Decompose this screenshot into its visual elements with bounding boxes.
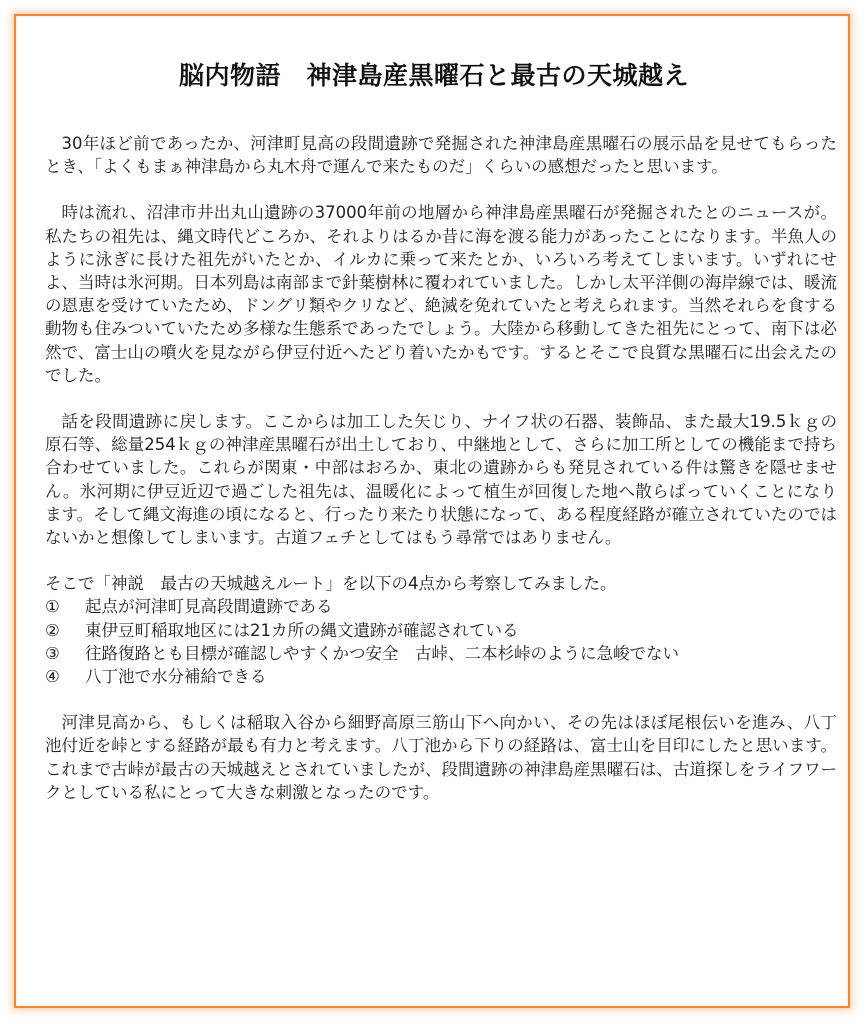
list-item — [45, 595, 837, 618]
list-text: 起点が河津町見高段間遺跡である — [85, 597, 333, 617]
article-body — [45, 132, 837, 827]
list-number: ④ — [45, 667, 60, 687]
page-title: 脳内物語 神津島産黒曜石と最古の天城越え — [178, 61, 689, 90]
list-item — [45, 619, 837, 642]
list-text: 八丁池で水分補給できる — [85, 667, 267, 687]
paragraph-conclusion: 河津見高から、もしくは稲取入谷から細野高原三筋山下へ向かい、その先はほぼ尾根伝いを進み、八丁池付近を峠とする経路が最も有力と考えます。八丁池から下りの経路は、富士山を目印にしたと思います。これまで古峠が最古の天城越えとされていましたが、段間遺跡の神津島産黒曜石は、古道探しをライフワークとしている私にとって大きな刺激となったのです。 — [45, 713, 837, 802]
list-text: 東伊豆町稲取地区には21カ所の縄文遺跡が確認されている — [85, 620, 519, 640]
paragraph-danma-site: 話を段間遺跡に戻します。ここからは加工した矢じり、ナイフ状の石器、装飾品、また最大19.5ｋｇの原石等、総量254ｋｇの神津産黒曜石が出土しており、中継地として、さらに加工所としての機能まで持ち合わせていました。これらが関東・中部はおろか、東北の遺跡からも発見されている件は驚きを隠せません。氷河期に伊豆近辺で過ごした祖先は、温暖化によって植生が回復した地へ散らばっていくことになります。そして縄文海進の頃になると、行ったり来たり状態になって、ある程度経路が確立されていたのではないかと想像してしまいます。古道フェチとしてはもう尋常ではありません。 — [45, 412, 837, 548]
list-number: ③ — [45, 643, 60, 663]
list-item — [45, 642, 837, 665]
list-item — [45, 665, 837, 688]
hypothesis-list — [45, 595, 837, 688]
list-intro: そこで「神説 最古の天城越えルート」を以下の4点から考察してみました。 — [45, 574, 617, 594]
list-number: ① — [45, 597, 60, 617]
list-number: ② — [45, 620, 60, 640]
list-text: 往路復路とも目標が確認しやすくかつ安全 古峠、二本杉峠のように急峻でない — [85, 643, 679, 663]
paragraph-ice-age: 時は流れ、沼津市井出丸山遺跡の37000年前の地層から神津島産黒曜石が発掘されたとのニュースが。私たちの祖先は、縄文時代どころか、それよりはるか昔に海を渡る能力があったことになります。半魚人のように泳ぎに長けた祖先がいたとか、イルカに乗って来たとか、いろいろ考えてしまいます。いずれにせよ、当時は氷河期。日本列島は南部まで針葉樹林に覆われていました。しかし太平洋側の海岸線では、暖流の恩恵を受けていたため、ドングリ類やクリなど、絶滅を免れていたと考えられます。当然それらを食する動物も住みついていたため多様な生態系であったでしょう。大陸から移動してきた祖先にとって、南下は必然で、富士山の噴火を見ながら伊豆付近へたどり着いたかもです。するとそこで良質な黒曜石に出会えたのでした。 — [45, 203, 837, 385]
paragraph-intro-memory: 30年ほど前であったか、河津町見高の段間遺跡で発掘された神津島産黒曜石の展示品を見せてもらったとき、「よくもまぁ神津島から丸木舟で運んで来たものだ」くらいの感想だったと思います。 — [45, 134, 837, 177]
